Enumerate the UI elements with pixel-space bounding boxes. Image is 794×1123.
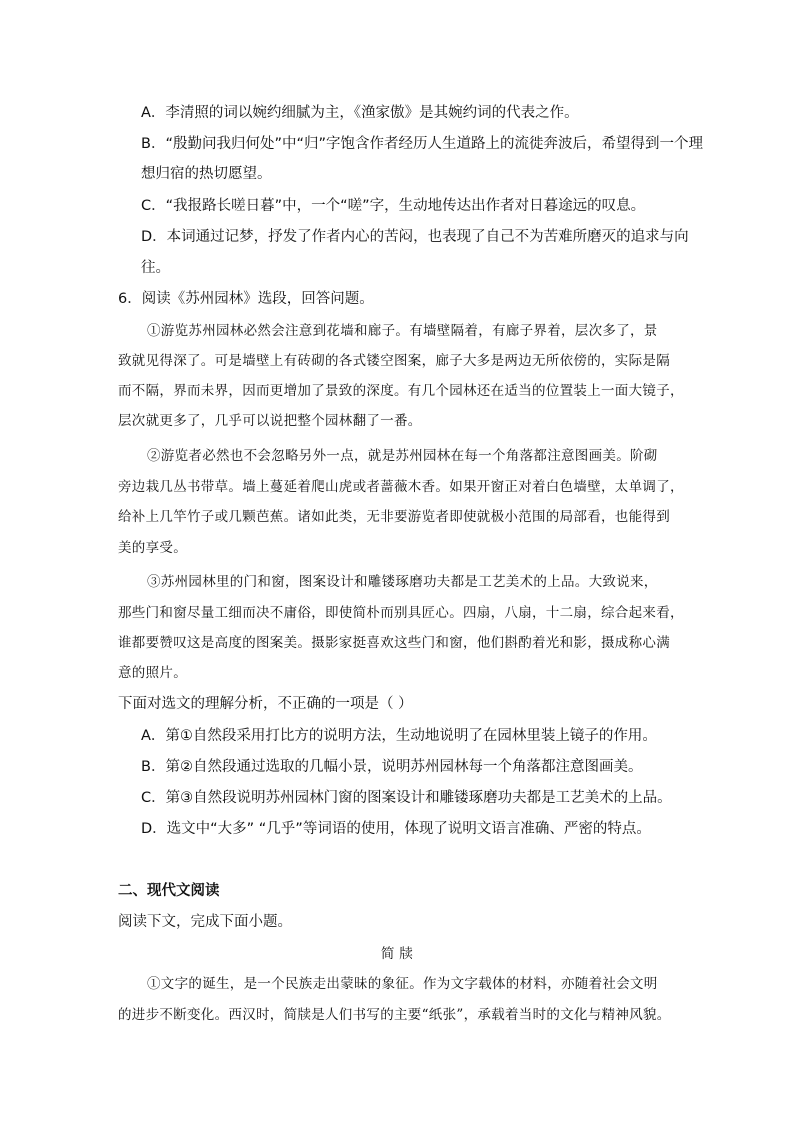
q6-option-a: A．第①自然段采用打比方的说明方法，生动地说明了在园林里装上镜子的作用。: [141, 728, 657, 744]
q6-passage-p1-line1: ①游览苏州园林必然会注意到花墙和廊子。有墙壁隔着，有廊子界着，层次多了，景: [147, 323, 658, 339]
q5-option-c: C．“我报路长嗟日暮”中，一个“嗟”字，生动地传达出作者对日暮途远的叹息。: [141, 198, 646, 214]
q6-passage-p3-line4: 意的照片。: [118, 665, 187, 681]
section-instruction: 阅读下文，完成下面小题。: [118, 914, 292, 930]
q6-passage-p2-line1: ②游览者必然也不会忽略另外一点，就是苏州园林在每一个角落都注意图画美。阶砌: [147, 448, 658, 464]
q6-option-d: D．选文中“大多” “几乎”等词语的使用，体现了说明文语言准确、严密的特点。: [141, 821, 651, 837]
q6-passage-p3-line1: ③苏州园林里的门和窗，图案设计和雕镂琢磨功夫都是工艺美术的上品。大致说来，: [147, 574, 658, 590]
passage-p1-line1: ①文字的诞生，是一个民族走出蒙昧的象征。作为文字载体的材料，亦随着社会文明: [147, 976, 658, 992]
q5-option-b-line1: B．“殷勤问我归何处”中“归”字饱含作者经历人生道路上的流徙奔波后，希望得到一个理: [141, 136, 703, 152]
q6-question: 下面对选文的理解分析，不正确的一项是（ ）: [118, 696, 413, 712]
q6-passage-p2-line3: 给补上几竿竹子或几颗芭蕉。诸如此类，无非要游览者即使就极小范围的局部看，也能得到: [118, 509, 670, 525]
passage-p1-line2: 的进步不断变化。西汉时，简牍是人们书写的主要“纸张”，承载着当时的文化与精神风貌。: [118, 1007, 671, 1023]
q6-passage-p2-line4: 美的享受。: [118, 540, 187, 556]
passage-title: 简 牍: [380, 946, 414, 962]
q5-option-d-line1: D．本词通过记梦，抒发了作者内心的苦闷，也表现了自己不为苦难所磨灭的追求与向: [141, 229, 689, 245]
q6-passage-p1-line3: 而不隔，界而未界，因而更增加了景致的深度。有几个园林还在适当的位置装上一面大镜子，: [118, 383, 684, 399]
q6-passage-p3-line3: 谁都要赞叹这是高度的图案美。摄影家挺喜欢这些门和窗，他们斟酌着光和影，摄成称心满: [118, 635, 670, 651]
q5-option-b-line2: 想归宿的热切愿望。: [141, 166, 272, 182]
section-heading: 二、现代文阅读: [118, 883, 220, 899]
q5-option-d-line2: 往。: [141, 260, 170, 276]
q5-option-a: A．李清照的词以婉约细腻为主，《渔家傲》是其婉约词的代表之作。: [141, 105, 579, 121]
q6-passage-p1-line4: 层次就更多了，几乎可以说把整个园林翻了一番。: [118, 413, 422, 429]
q6-stem: 6．阅读《苏州园林》选段，回答问题。: [118, 291, 374, 307]
q6-option-c: C．第③自然段说明苏州园林门窗的图案设计和雕镂琢磨功夫都是工艺美术的上品。: [141, 790, 672, 806]
q6-passage-p3-line2: 那些门和窗尽量工细而决不庸俗，即使简朴而别具匠心。四扇，八扇，十二扇，综合起来看，: [118, 605, 684, 621]
q6-option-b: B．第②自然段通过选取的几幅小景，说明苏州园林每一个角落都注意图画美。: [141, 759, 643, 775]
q6-passage-p1-line2: 致就见得深了。可是墙壁上有砖砌的各式镂空图案，廊子大多是两边无所依傍的，实际是隔: [118, 353, 670, 369]
q6-passage-p2-line2: 旁边栽几丛书带草。墙上蔓延着爬山虎或者蔷薇木香。如果开窗正对着白色墙壁，太单调了，: [118, 479, 684, 495]
